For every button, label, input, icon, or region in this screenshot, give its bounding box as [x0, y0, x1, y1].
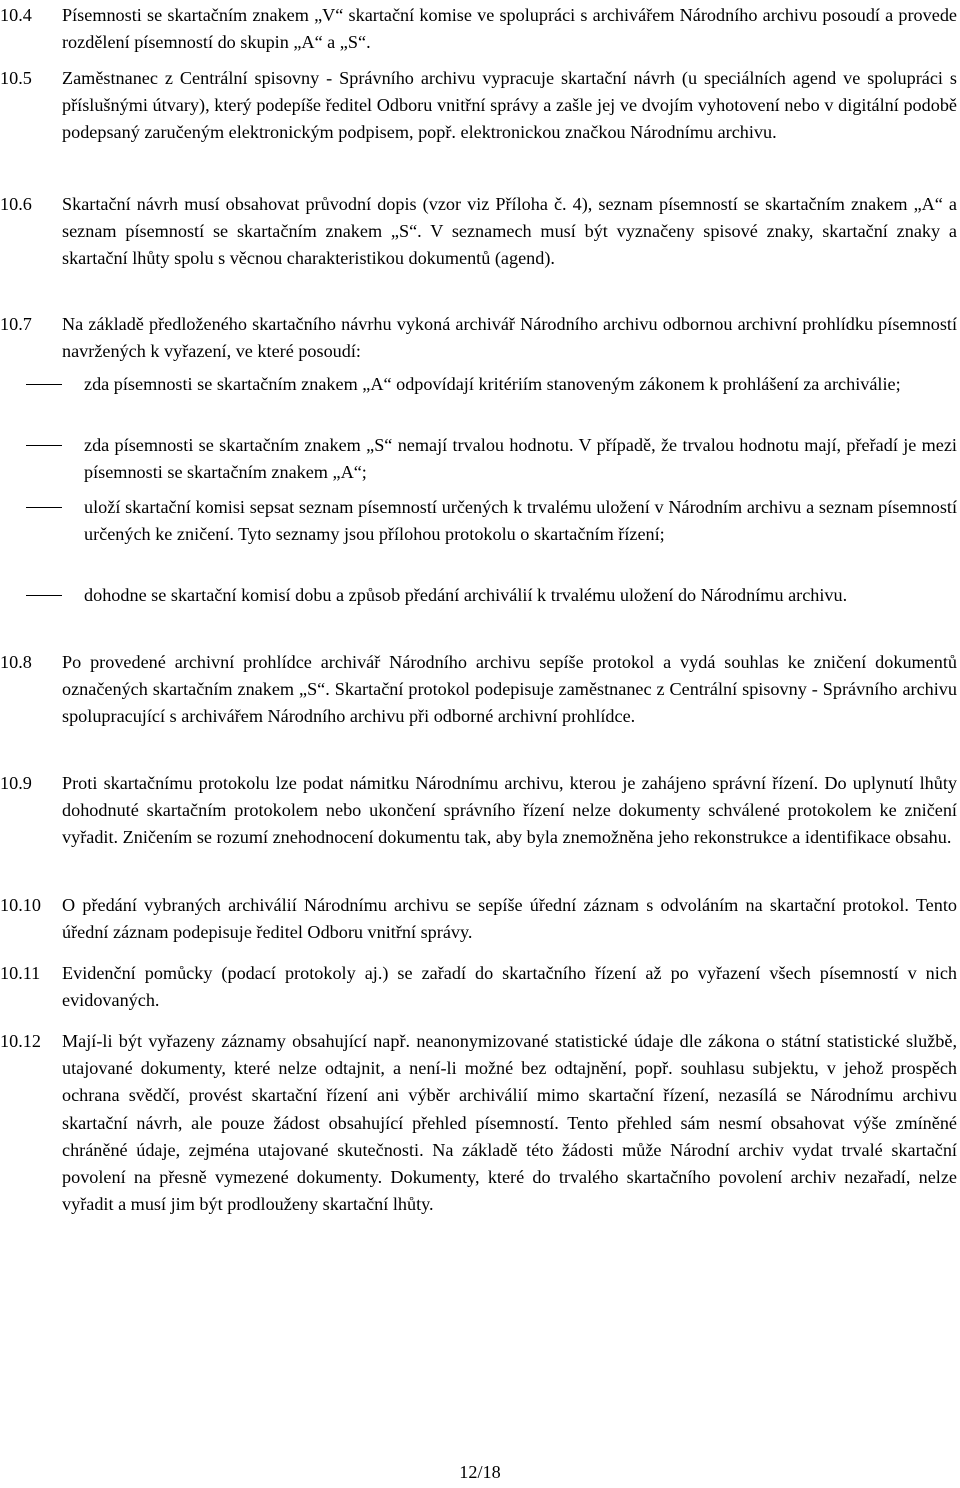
section-text: Mají-li být vyřazeny záznamy obsahující např. neanonymizované statistické údaje dle zákona o státní statistické službě, utajované dokumenty, které nelze odtajnit, a není-li možné bez odtajnění, popř. souhlasu subjektu, v jehož prospěch ochrana svědčí, provést skartační řízení ani výběr archiválií mimo skartační řízení, nezasílá se Národnímu archivu skartační návrh, ale pouze žádost obsahující přehled písemností. Tento přehled sám nesmí obsahovat výše zmíněné chráněné údaje, zejména utajované skutečnosti. Na základě této žádosti může Národní archiv vydat trvalé skartační povolení na přesně vymezené dokumenty. Dokumenty, které do trvalého skartačního povolení archiv nezařadí, nelze vyřadit a musí jim být prodlouženy skartační lhůty. — [62, 1031, 957, 1215]
section-text: Na základě předloženého skartačního návrhu vykoná archivář Národního archivu odbornou archivní prohlídku písemností navržených k vyřazení, ve které posoudí: — [62, 314, 957, 362]
section-10-11 — [0, 960, 960, 1014]
section-number: 10.12 — [0, 1031, 41, 1051]
section-number: 10.9 — [0, 773, 32, 793]
section-text: O předání vybraných archiválií Národnímu archivu se sepíše úřední záznam s odvoláním na skartační protokol. Tento úřední záznam podepisuje ředitel Odboru vnitřní správy. — [62, 895, 957, 943]
section-10-7 — [0, 311, 960, 365]
section-10-6 — [0, 191, 960, 273]
dash-bullet — [26, 507, 62, 508]
dash-bullet — [26, 595, 62, 596]
section-text: Po provedené archivní prohlídce archivář Národního archivu sepíše protokol a vydá souhlas ke zničení dokumentů označených skartačním znakem „S“. Skartační protokol podepisuje zaměstnanec z Centrální spisovny - Správního archivu spolupracující s archivářem Národního archivu při odborné archivní prohlídce. — [62, 652, 957, 727]
section-10-5 — [0, 65, 960, 147]
section-10-12 — [0, 1028, 960, 1218]
section-10-8 — [0, 649, 960, 731]
section-10-9 — [0, 770, 960, 852]
section-10-10 — [0, 892, 960, 946]
section-text: Evidenční pomůcky (podací protokoly aj.) se zařadí do skartačního řízení až po vyřazení všech písemností v nich evidovaných. — [62, 963, 957, 1011]
list-item — [0, 582, 960, 609]
list-item-text: zda písemnosti se skartačním znakem „S“ nemají trvalou hodnotu. V případě, že trvalou hodnotu mají, přeřadí je mezi písemnosti se skartačním znakem „A“; — [84, 435, 957, 483]
section-number: 10.10 — [0, 895, 41, 915]
dash-bullet — [26, 445, 62, 446]
section-number: 10.8 — [0, 652, 32, 672]
list-item — [0, 371, 960, 398]
section-text: Proti skartačnímu protokolu lze podat námitku Národnímu archivu, kterou je zahájeno správní řízení. Do uplynutí lhůty dohodnuté skartačním protokolem nebo ukončení správního řízení nelze dokumenty schválené protokolem ke zničení vyřadit. Zničením se rozumí znehodnocení dokumentu tak, aby byla znemožněna jeho rekonstrukce a identifikace obsahu. — [62, 773, 957, 848]
section-number: 10.7 — [0, 314, 32, 334]
section-number: 10.4 — [0, 5, 32, 25]
section-text: Skartační návrh musí obsahovat průvodní dopis (vzor viz Příloha č. 4), seznam písemností se skartačním znakem „A“ a seznam písemností se skartačním znakem „S“. V seznamech musí být vyznačeny spisové znaky, skartační znaky a skartační lhůty spolu s věcnou charakteristikou dokumentů (agend). — [62, 194, 957, 269]
list-item — [0, 432, 960, 486]
list-item-text: uloží skartační komisi sepsat seznam písemností určených k trvalému uložení v Národním archivu a seznam písemností určených ke zničení. Tyto seznamy jsou přílohou protokolu o skartačním řízení; — [84, 497, 957, 545]
section-number: 10.6 — [0, 194, 32, 214]
list-item-text: dohodne se skartační komisí dobu a způsob předání archiválií k trvalému uložení do Národnímu archivu. — [84, 585, 848, 605]
dash-bullet — [26, 384, 62, 385]
page-number: 12/18 — [459, 1462, 501, 1482]
section-text: Zaměstnanec z Centrální spisovny - Správního archivu vypracuje skartační návrh (u speciálních agend ve spolupráci s příslušnými útvary), který podepíše ředitel Odboru vnitřní správy a zašle jej ve dvojím vyhotovení nebo v digitální podobě podepsaný zaručeným elektronickým podpisem, popř. elektronickou značkou Národnímu archivu. — [62, 68, 957, 143]
list-item-text: zda písemnosti se skartačním znakem „A“ odpovídají kritériím stanoveným zákonem k prohlášení za archiválie; — [84, 374, 901, 394]
section-number: 10.11 — [0, 963, 41, 983]
section-number: 10.5 — [0, 68, 32, 88]
section-10-4 — [0, 2, 960, 56]
list-item — [0, 494, 960, 548]
section-text: Písemnosti se skartačním znakem „V“ skartační komise ve spolupráci s archivářem Národního archivu posoudí a provede rozdělení písemností do skupin „A“ a „S“. — [62, 5, 957, 53]
